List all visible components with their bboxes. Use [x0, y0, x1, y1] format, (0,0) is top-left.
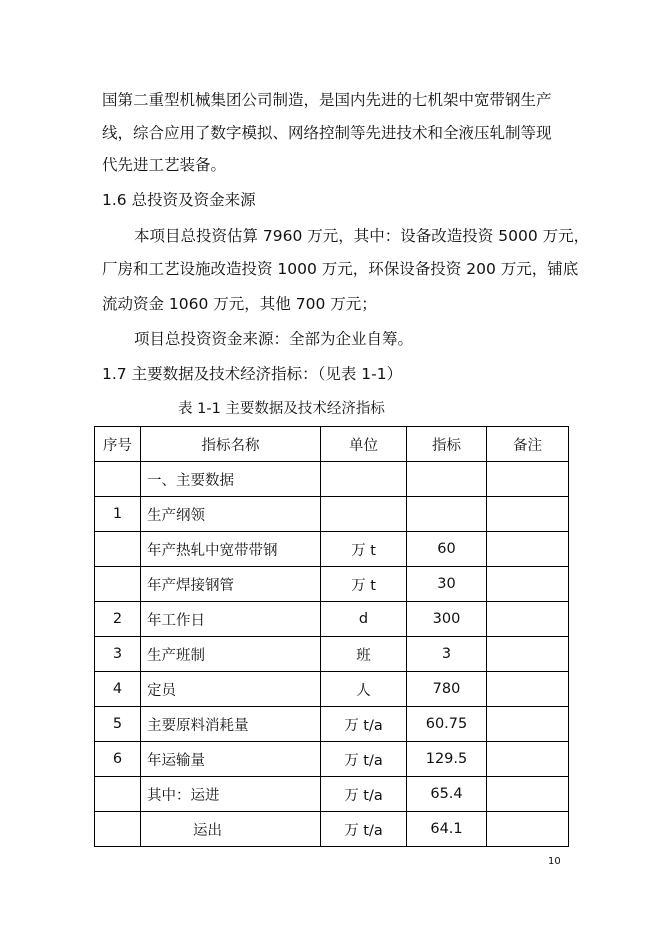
cell-name: 主要原料消耗量	[141, 707, 321, 742]
table-row	[95, 777, 569, 812]
cell-unit: 万 t/a	[321, 812, 407, 847]
table-row	[95, 707, 569, 742]
cell-note	[487, 637, 569, 672]
table-row	[95, 567, 569, 602]
cell-unit: 人	[321, 672, 407, 707]
cell-value: 300	[407, 602, 487, 637]
cell-note	[487, 812, 569, 847]
cell-no: 2	[95, 602, 141, 637]
paragraph-line: 国第二重型机械集团公司制造，是国内先进的七机架中宽带钢生产	[102, 91, 552, 109]
cell-value: 60.75	[407, 707, 487, 742]
table-row	[95, 532, 569, 567]
cell-no: 6	[95, 742, 141, 777]
table-header-row	[95, 427, 569, 462]
cell-unit: 班	[321, 637, 407, 672]
cell-name: 生产纲领	[141, 497, 321, 532]
cell-unit	[321, 497, 407, 532]
cell-no	[95, 567, 141, 602]
cell-no	[95, 462, 141, 497]
paragraph-line: 流动资金 1060 万元，其他 700 万元；	[102, 295, 377, 313]
cell-value	[407, 462, 487, 497]
section-heading-1-6: 1.6 总投资及资金来源	[102, 191, 256, 209]
header-unit: 单位	[321, 427, 407, 462]
cell-unit: 万 t/a	[321, 742, 407, 777]
cell-note	[487, 567, 569, 602]
paragraph-line: 线，综合应用了数字模拟、网络控制等先进技术和全液压轧制等现	[102, 124, 552, 142]
cell-note	[487, 497, 569, 532]
table-row	[95, 462, 569, 497]
cell-value: 30	[407, 567, 487, 602]
table-caption: 表 1-1 主要数据及技术经济指标	[178, 401, 385, 417]
table-row	[95, 497, 569, 532]
cell-name: 年产焊接钢管	[141, 567, 321, 602]
cell-no: 3	[95, 637, 141, 672]
cell-value: 129.5	[407, 742, 487, 777]
cell-note	[487, 532, 569, 567]
cell-unit: 万 t	[321, 532, 407, 567]
table-row	[95, 637, 569, 672]
cell-name: 年产热轧中宽带带钢	[141, 532, 321, 567]
cell-no	[95, 777, 141, 812]
paragraph-line: 项目总投资资金来源：全部为企业自筹。	[134, 330, 414, 348]
cell-name: 运出	[141, 812, 321, 847]
cell-note	[487, 742, 569, 777]
cell-value: 780	[407, 672, 487, 707]
cell-value: 64.1	[407, 812, 487, 847]
page-number: 10	[548, 856, 561, 867]
paragraph-line: 本项目总投资估算 7960 万元，其中：设备改造投资 5000 万元，	[134, 227, 590, 245]
cell-name: 年工作日	[141, 602, 321, 637]
cell-note	[487, 462, 569, 497]
cell-unit: 万 t/a	[321, 777, 407, 812]
cell-name: 年运输量	[141, 742, 321, 777]
cell-unit: 万 t/a	[321, 707, 407, 742]
header-note: 备注	[487, 427, 569, 462]
cell-unit: 万 t	[321, 567, 407, 602]
indicators-table	[94, 426, 569, 847]
section-heading-1-7: 1.7 主要数据及技术经济指标：（见表 1-1）	[102, 365, 403, 383]
cell-note	[487, 707, 569, 742]
cell-name: 一、主要数据	[141, 462, 321, 497]
cell-no	[95, 812, 141, 847]
table-row	[95, 602, 569, 637]
cell-note	[487, 777, 569, 812]
cell-name: 生产班制	[141, 637, 321, 672]
header-value: 指标	[407, 427, 487, 462]
table-row	[95, 672, 569, 707]
cell-value: 3	[407, 637, 487, 672]
table-row	[95, 742, 569, 777]
cell-no: 5	[95, 707, 141, 742]
table-row	[95, 812, 569, 847]
cell-note	[487, 602, 569, 637]
header-name: 指标名称	[141, 427, 321, 462]
paragraph-line: 厂房和工艺设施改造投资 1000 万元，环保设备投资 200 万元，铺底	[102, 260, 579, 278]
cell-value	[407, 497, 487, 532]
cell-no: 1	[95, 497, 141, 532]
cell-no	[95, 532, 141, 567]
cell-unit	[321, 462, 407, 497]
cell-name: 其中：运进	[141, 777, 321, 812]
cell-name: 定员	[141, 672, 321, 707]
cell-note	[487, 672, 569, 707]
cell-unit: d	[321, 602, 407, 637]
header-no: 序号	[95, 427, 141, 462]
paragraph-line: 代先进工艺装备。	[102, 156, 227, 174]
cell-value: 65.4	[407, 777, 487, 812]
cell-value: 60	[407, 532, 487, 567]
cell-no: 4	[95, 672, 141, 707]
